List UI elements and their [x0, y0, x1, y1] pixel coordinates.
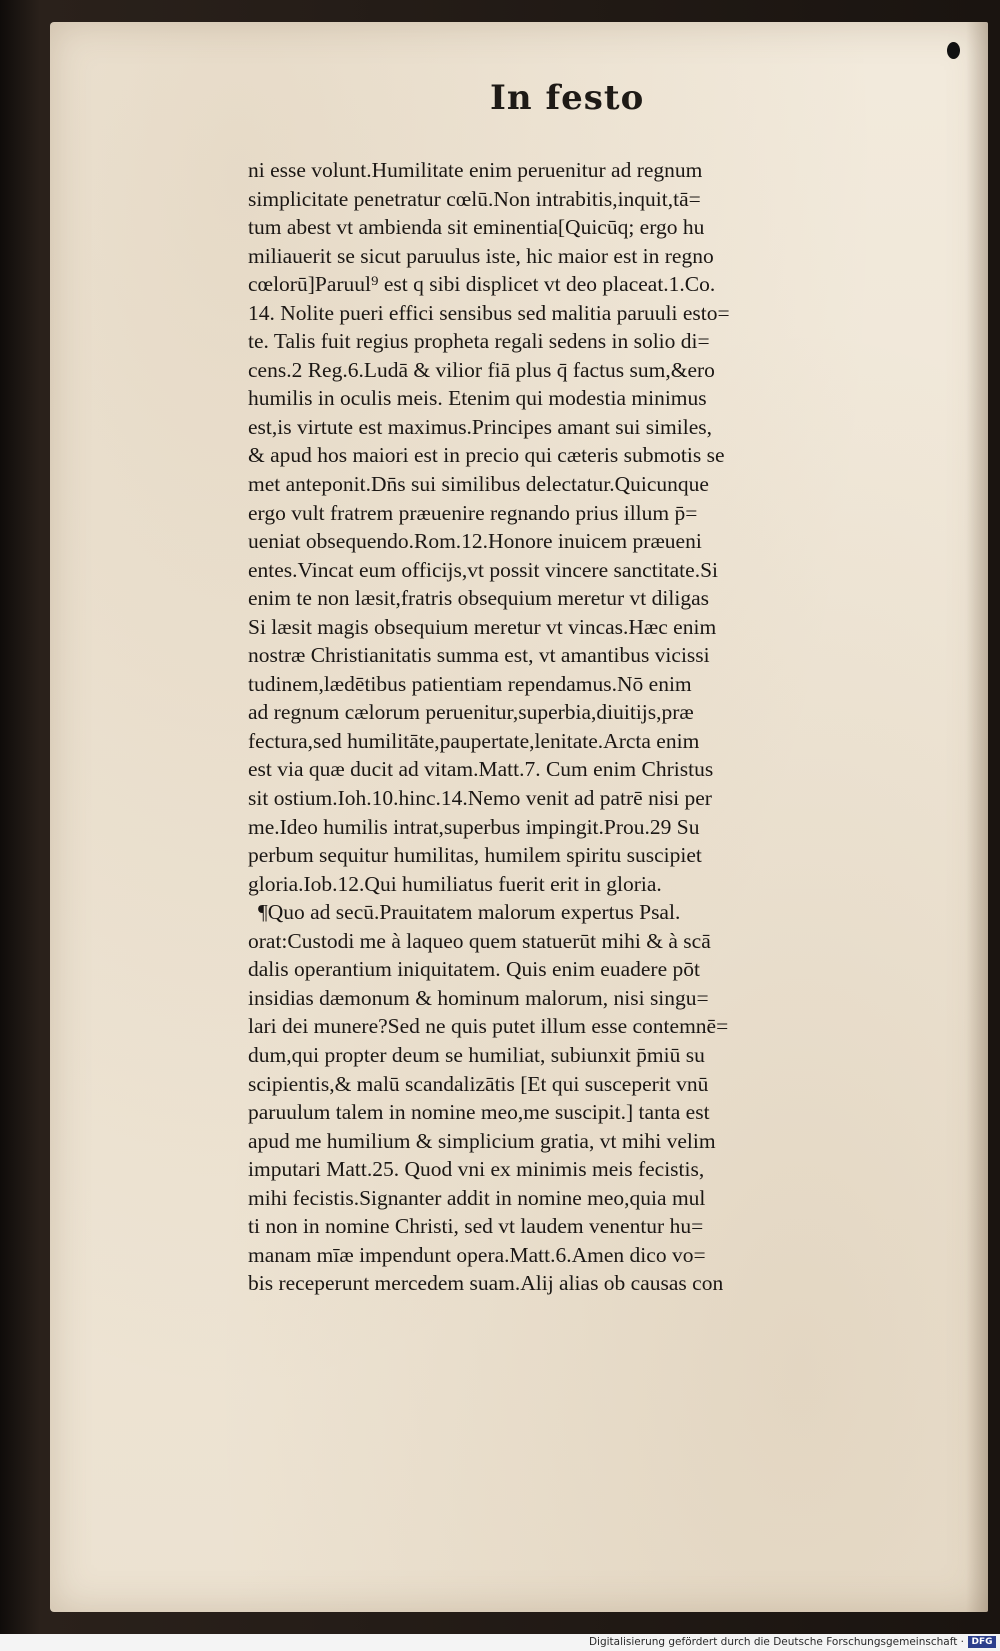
text-line: paruulum talem in nomine meo,me suscipit.] tanta est: [248, 1100, 710, 1125]
text-line: insidias dæmonum & hominum malorum, nisi singu=: [248, 985, 709, 1010]
page-edge-shadow: [966, 22, 988, 1612]
text-line: Si læsit magis obsequium meretur vt vincas.Hæc enim: [248, 614, 717, 639]
text-line: met anteponit.Dn̄s sui similibus delectatur.Quicunque: [248, 472, 709, 497]
text-line: ueniat obsequendo.Rom.12.Honore inuicem præueni: [248, 529, 702, 554]
text-line: est,is virtute est maximus.Principes amant sui similes,: [248, 414, 712, 439]
text-line: lari dei munere?Sed ne quis putet illum esse contemnē=: [248, 1014, 729, 1039]
text-line: nostræ Christianitatis summa est, vt amantibus vicissi: [248, 643, 710, 668]
funding-notice: Digitalisierung gefördert durch die Deutsche Forschungsgemeinschaft ·: [588, 1636, 964, 1648]
text-line: fectura,sed humilitāte,paupertate,lenitate.Arcta enim: [248, 728, 700, 753]
text-line: mihi fecistis.Signanter addit in nomine meo,quia mul: [248, 1185, 706, 1210]
text-line: ni esse volunt.Humilitate enim peruenitur ad regnum: [248, 158, 703, 182]
text-line: cœlorū]Paruul⁹ est q sibi displicet vt deo placeat.1.Co.: [248, 272, 716, 297]
dfg-logo: DFG: [968, 1636, 996, 1648]
text-line: te. Talis fuit regius propheta regali sedens in solio di=: [248, 329, 710, 354]
paragraph-start-line: ¶Quo ad secū.Prauitatem malorum expertus Psal.: [258, 900, 681, 925]
text-line: gloria.Iob.12.Qui humiliatus fuerit erit in gloria.: [248, 871, 662, 896]
text-line: humilis in oculis meis. Etenim qui modestia minimus: [248, 386, 707, 411]
text-line: manam mīæ impendunt opera.Matt.6.Amen dico vo=: [248, 1242, 706, 1267]
text-line: dum,qui propter deum se humiliat, subiunxit p̄miū su: [248, 1042, 705, 1067]
text-line: entes.Vincat eum officijs,vt possit vincere sanctitate.Si: [248, 557, 718, 582]
text-line: ad regnum cælorum peruenitur,superbia,diuitijs,præ: [248, 700, 694, 725]
body-text: [248, 156, 920, 1298]
text-line: orat:Custodi me à laqueo quem statuerūt mihi & à scā: [248, 928, 711, 953]
text-line: & apud hos maiori est in precio qui cæteris submotis se: [248, 443, 725, 468]
running-title: In festo: [490, 78, 645, 118]
text-line: imputari Matt.25. Quod vni ex minimis meis fecistis,: [248, 1157, 705, 1182]
text-line: scipientis,& malū scandalizātis [Et qui susceperit vnū: [248, 1071, 709, 1096]
text-line: sit ostium.Ioh.10.hinc.14.Nemo venit ad patrē nisi per: [248, 786, 712, 811]
text-line: me.Ideo humilis intrat,superbus impingit.Prou.29 Su: [248, 814, 700, 839]
text-line: dalis operantium iniquitatem. Quis enim euadere pōt: [248, 957, 700, 982]
text-line: tudinem,lædētibus patientiam rependamus.Nō enim: [248, 671, 692, 696]
text-line: apud me humilium & simplicium gratia, vt mihi velim: [248, 1128, 716, 1153]
text-line: ergo vult fratrem præuenire regnando prius illum p̄=: [248, 500, 698, 525]
text-line: enim te non læsit,fratris obsequium meretur vt diligas: [248, 586, 709, 611]
text-line: est via quæ ducit ad vitam.Matt.7. Cum enim Christus: [248, 757, 714, 782]
text-line: simplicitate penetratur cœlū.Non intrabitis,inquit,tā=: [248, 186, 701, 211]
text-line: ti non in nomine Christi, sed vt laudem venentur hu=: [248, 1214, 704, 1239]
binding-hole: [947, 42, 960, 59]
text-line: tum abest vt ambienda sit eminentia[Quicūq; ergo hu: [248, 215, 705, 240]
text-line: miliauerit se sicut paruulus iste, hic maior est in regno: [248, 243, 714, 268]
text-line: bis receperunt mercedem suam.Alij alias ob causas con: [248, 1271, 724, 1296]
text-line: cens.2 Reg.6.Ludā & vilior fiā plus q̄ factus sum,&ero: [248, 357, 715, 382]
text-line: perbum sequitur humilitas, humilem spiritu suscipiet: [248, 843, 702, 868]
text-line: 14. Nolite pueri effici sensibus sed malitia paruuli esto=: [248, 300, 730, 325]
